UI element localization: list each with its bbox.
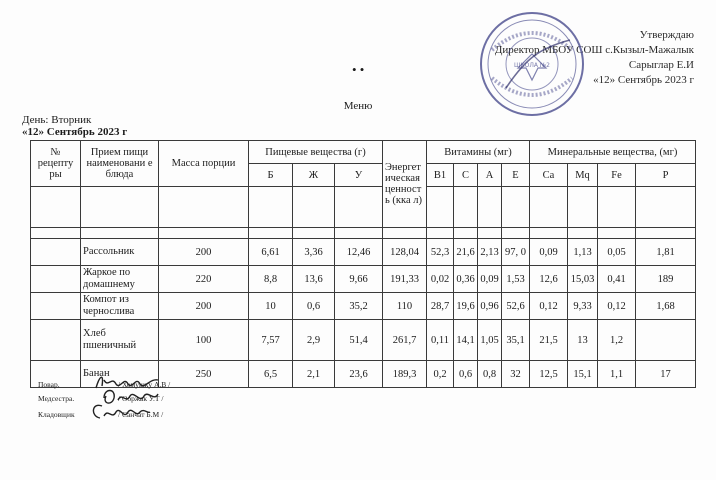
header-fe: Fe bbox=[598, 164, 636, 187]
cell-zh: 0,6 bbox=[293, 293, 335, 320]
header-b1: B1 bbox=[427, 164, 454, 187]
blank-cell bbox=[454, 228, 478, 239]
table-row bbox=[31, 239, 696, 266]
table-row bbox=[31, 266, 696, 293]
blank-cell bbox=[427, 228, 454, 239]
header-nutrients: Пищевые вещества (г) bbox=[249, 141, 383, 164]
page-title: Меню bbox=[343, 100, 373, 112]
cell-e: 35,1 bbox=[502, 320, 530, 361]
cell-fe: 0,12 bbox=[598, 293, 636, 320]
cell-a: 0,96 bbox=[478, 293, 502, 320]
cell-mass: 200 bbox=[159, 293, 249, 320]
cell-fe: 1,2 bbox=[598, 320, 636, 361]
cell-b1: 0,11 bbox=[427, 320, 454, 361]
blank-cell bbox=[81, 228, 159, 239]
blank-cell bbox=[598, 228, 636, 239]
blank-cell bbox=[383, 228, 427, 239]
cell-c: 21,6 bbox=[454, 239, 478, 266]
cell-mg: 9,33 bbox=[568, 293, 598, 320]
signature-name: / Хомушку А.В / bbox=[118, 380, 171, 389]
cell-b1: 0,2 bbox=[427, 361, 454, 388]
cell-u: 51,4 bbox=[335, 320, 383, 361]
cell-b: 6,5 bbox=[249, 361, 293, 388]
signature-role: Повар. bbox=[38, 380, 60, 389]
cell-zh: 13,6 bbox=[293, 266, 335, 293]
header-spacer bbox=[249, 187, 293, 228]
header-spacer bbox=[502, 187, 530, 228]
signature-name: / Ооржак У.Т / bbox=[118, 394, 164, 403]
cell-name: Хлеб пшеничный bbox=[81, 320, 159, 361]
cell-b: 8,8 bbox=[249, 266, 293, 293]
cell-e: 1,53 bbox=[502, 266, 530, 293]
cell-recipe bbox=[31, 320, 81, 361]
cell-u: 12,46 bbox=[335, 239, 383, 266]
cell-mass: 200 bbox=[159, 239, 249, 266]
cell-mass: 100 bbox=[159, 320, 249, 361]
cell-energy: 191,33 bbox=[383, 266, 427, 293]
cell-a: 0,8 bbox=[478, 361, 502, 388]
cell-energy: 261,7 bbox=[383, 320, 427, 361]
cell-zh: 2,1 bbox=[293, 361, 335, 388]
header-b: Б bbox=[249, 164, 293, 187]
header-p: P bbox=[636, 164, 696, 187]
cell-recipe bbox=[31, 239, 81, 266]
cell-fe: 0,05 bbox=[598, 239, 636, 266]
menu-table bbox=[30, 140, 696, 388]
cell-energy: 189,3 bbox=[383, 361, 427, 388]
blank-cell bbox=[636, 228, 696, 239]
cell-ca: 21,5 bbox=[530, 320, 568, 361]
blank-cell bbox=[568, 228, 598, 239]
header-energy: Энергет ическая ценност ь (кка л) bbox=[383, 141, 427, 228]
cell-c: 19,6 bbox=[454, 293, 478, 320]
cell-mass: 250 bbox=[159, 361, 249, 388]
header-spacer bbox=[81, 187, 159, 228]
cell-mg: 15,03 bbox=[568, 266, 598, 293]
cell-e: 32 bbox=[502, 361, 530, 388]
cell-recipe bbox=[31, 293, 81, 320]
header-mg: Mq bbox=[568, 164, 598, 187]
cell-zh: 2,9 bbox=[293, 320, 335, 361]
cell-b1: 0,02 bbox=[427, 266, 454, 293]
cell-recipe bbox=[31, 266, 81, 293]
cell-name: Жаркое по домашнему bbox=[81, 266, 159, 293]
cell-ca: 12,5 bbox=[530, 361, 568, 388]
header-spacer bbox=[454, 187, 478, 228]
stamp-text: ШКОЛА №2 bbox=[514, 62, 550, 69]
signature-name: / Санчат Б.М / bbox=[118, 410, 164, 419]
blank-cell bbox=[530, 228, 568, 239]
header-spacer bbox=[636, 187, 696, 228]
blank-cell bbox=[31, 228, 81, 239]
approval-line-1: Утверждаю bbox=[639, 29, 694, 41]
cell-energy: 110 bbox=[383, 293, 427, 320]
cell-e: 52,6 bbox=[502, 293, 530, 320]
header-spacer bbox=[159, 187, 249, 228]
cell-b1: 28,7 bbox=[427, 293, 454, 320]
table-row bbox=[31, 293, 696, 320]
header-spacer bbox=[293, 187, 335, 228]
header-spacer bbox=[530, 187, 568, 228]
menu-body bbox=[31, 239, 696, 388]
cell-a: 0,09 bbox=[478, 266, 502, 293]
header-spacer bbox=[31, 187, 81, 228]
page-dots: • • bbox=[352, 62, 365, 77]
date-label: «12» Сентябрь 2023 г bbox=[22, 126, 128, 138]
cell-energy: 128,04 bbox=[383, 239, 427, 266]
cell-name: Рассольник bbox=[81, 239, 159, 266]
header-zh: Ж bbox=[293, 164, 335, 187]
cell-mg: 13 bbox=[568, 320, 598, 361]
cell-ca: 0,12 bbox=[530, 293, 568, 320]
table-row bbox=[31, 320, 696, 361]
header-mass: Масса порции bbox=[159, 141, 249, 187]
blank-cell bbox=[335, 228, 383, 239]
blank-cell bbox=[249, 228, 293, 239]
signature-role: Кладовщик bbox=[38, 410, 75, 419]
cell-p: 1,68 bbox=[636, 293, 696, 320]
header-c: C bbox=[454, 164, 478, 187]
cell-mg: 1,13 bbox=[568, 239, 598, 266]
blank-cell bbox=[293, 228, 335, 239]
table-header-row-1 bbox=[31, 141, 696, 164]
header-meal: Прием пищи наименовани е блюда bbox=[81, 141, 159, 187]
cell-e: 97, 0 bbox=[502, 239, 530, 266]
cell-p: 1,81 bbox=[636, 239, 696, 266]
cell-ca: 0,09 bbox=[530, 239, 568, 266]
cell-a: 1,05 bbox=[478, 320, 502, 361]
header-vitamins: Витамины (мг) bbox=[427, 141, 530, 164]
cell-u: 9,66 bbox=[335, 266, 383, 293]
header-spacer bbox=[427, 187, 454, 228]
table-blank-row bbox=[31, 228, 696, 239]
header-minerals: Минеральные вещества, (мг) bbox=[530, 141, 696, 164]
cell-fe: 1,1 bbox=[598, 361, 636, 388]
header-ca: Ca bbox=[530, 164, 568, 187]
cell-fe: 0,41 bbox=[598, 266, 636, 293]
header-e: E bbox=[502, 164, 530, 187]
cell-b: 10 bbox=[249, 293, 293, 320]
cell-b: 7,57 bbox=[249, 320, 293, 361]
cell-b: 6,61 bbox=[249, 239, 293, 266]
cell-mg: 15,1 bbox=[568, 361, 598, 388]
cell-p bbox=[636, 320, 696, 361]
approval-line-2: Директор МБОУ СОШ с.Кызыл-Мажалык bbox=[494, 44, 694, 56]
table-header-row-3 bbox=[31, 187, 696, 228]
cell-c: 0,6 bbox=[454, 361, 478, 388]
header-recipe-no: № рецепту ры bbox=[31, 141, 81, 187]
cell-p: 189 bbox=[636, 266, 696, 293]
cell-p: 17 bbox=[636, 361, 696, 388]
cell-name: Компот из чернослива bbox=[81, 293, 159, 320]
header-spacer bbox=[568, 187, 598, 228]
cell-b1: 52,3 bbox=[427, 239, 454, 266]
blank-cell bbox=[478, 228, 502, 239]
cell-u: 23,6 bbox=[335, 361, 383, 388]
signature-role: Медсестра. bbox=[38, 394, 75, 403]
cell-zh: 3,36 bbox=[293, 239, 335, 266]
day-label: День: Вторник bbox=[22, 114, 92, 126]
approval-line-4: «12» Сентябрь 2023 г bbox=[593, 74, 694, 86]
cell-u: 35,2 bbox=[335, 293, 383, 320]
blank-cell bbox=[502, 228, 530, 239]
cell-a: 2,13 bbox=[478, 239, 502, 266]
blank-cell bbox=[159, 228, 249, 239]
header-spacer bbox=[478, 187, 502, 228]
cell-c: 0,36 bbox=[454, 266, 478, 293]
cell-mass: 220 bbox=[159, 266, 249, 293]
header-a: A bbox=[478, 164, 502, 187]
cell-name: Банан bbox=[81, 361, 159, 388]
approval-line-3: Сарыглар Е.И bbox=[628, 59, 694, 71]
storekeeper-signature bbox=[88, 400, 152, 424]
cell-ca: 12,6 bbox=[530, 266, 568, 293]
header-u: У bbox=[335, 164, 383, 187]
cell-c: 14,1 bbox=[454, 320, 478, 361]
header-spacer bbox=[598, 187, 636, 228]
header-spacer bbox=[335, 187, 383, 228]
